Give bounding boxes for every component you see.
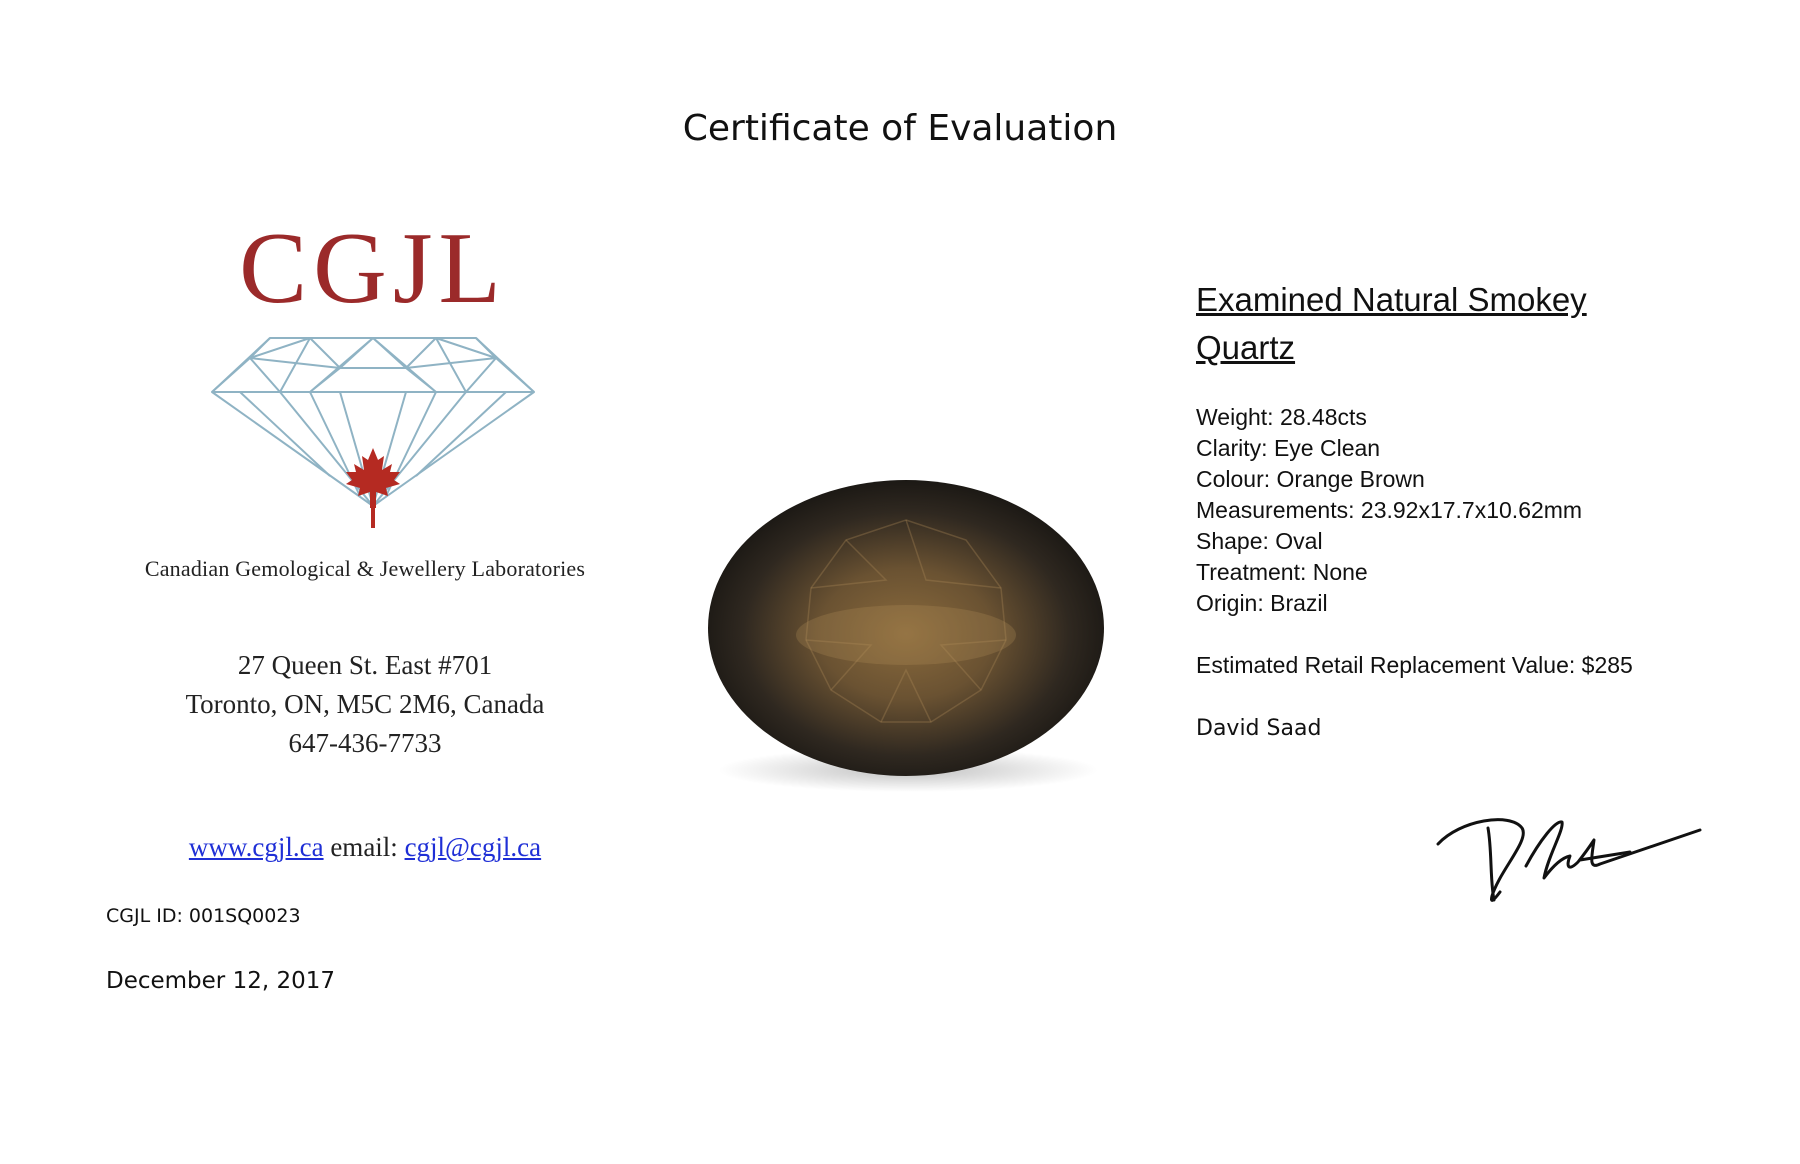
smokey-quartz-gem-image — [696, 470, 1116, 800]
spec-shape: Shape: Oval — [1196, 528, 1323, 554]
spec-colour: Colour: Orange Brown — [1196, 466, 1425, 492]
email-link[interactable]: cgjl@cgjl.ca — [404, 832, 542, 862]
spec-treatment: Treatment: None — [1196, 559, 1368, 585]
spec-clarity: Clarity: Eye Clean — [1196, 435, 1381, 461]
page-title: Certificate of Evaluation — [682, 108, 1118, 149]
address-street: 27 Queen St. East #701 — [237, 650, 493, 680]
signature-icon — [1430, 800, 1710, 910]
spec-weight: Weight: 28.48cts — [1196, 404, 1367, 430]
spec-measurements: Measurements: 23.92x17.7x10.62mm — [1196, 497, 1583, 523]
contact-links — [100, 832, 630, 863]
email-label: email: — [330, 832, 398, 862]
signer-name: David Saad — [1196, 716, 1322, 741]
gem-specs-list — [1196, 402, 1582, 619]
address-city: Toronto, ON, M5C 2M6, Canada — [185, 689, 545, 719]
website-link[interactable]: www.cgjl.ca — [188, 832, 324, 862]
spec-origin: Origin: Brazil — [1196, 590, 1328, 616]
diamond-logo-icon — [210, 336, 536, 546]
gem-heading: Examined Natural Smokey Quartz — [1196, 281, 1587, 366]
cgjl-logo-text: CGJL — [239, 212, 507, 325]
certificate-date: December 12, 2017 — [106, 968, 336, 994]
certificate-id: CGJL ID: 001SQ0023 — [106, 905, 301, 927]
address-phone: 647-436-7733 — [288, 728, 442, 758]
lab-name: Canadian Gemological & Jewellery Laboratories — [144, 556, 586, 581]
estimated-value: Estimated Retail Replacement Value: $285 — [1196, 652, 1633, 678]
